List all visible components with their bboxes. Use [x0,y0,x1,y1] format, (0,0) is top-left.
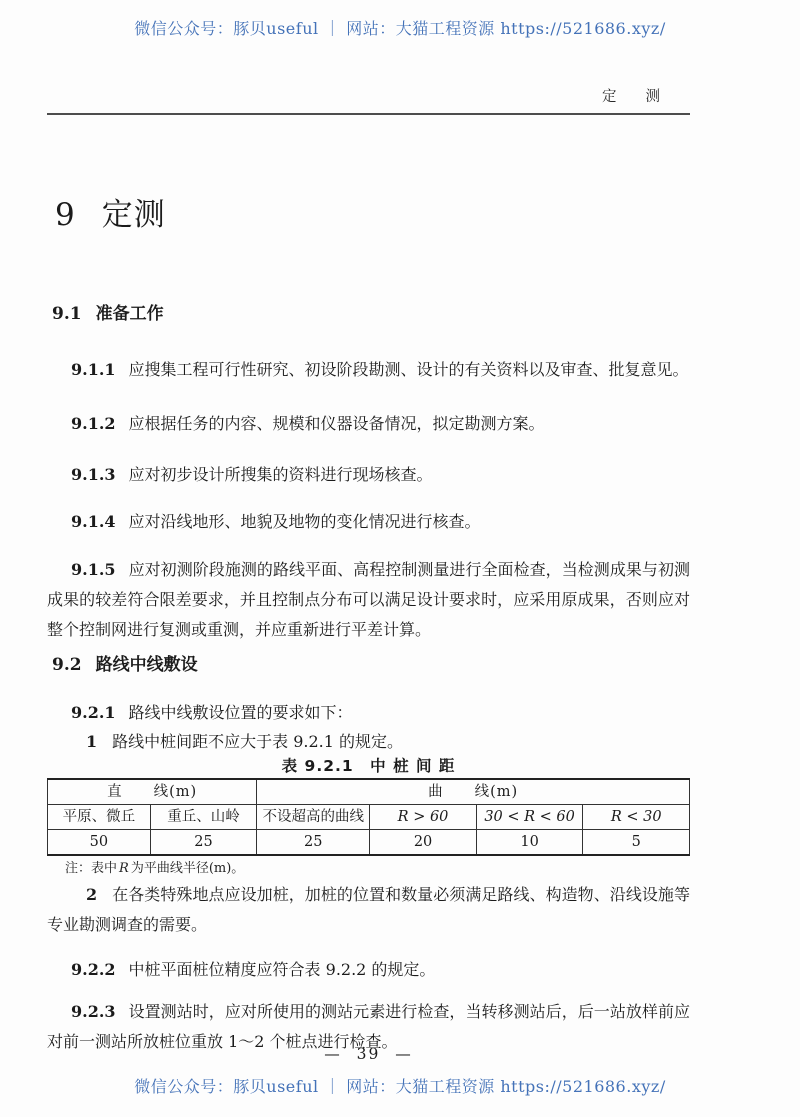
clause-9-1-1 [47,355,690,385]
bottom-watermark: 微信公众号：豚贝useful ｜ 网站：大猫工程资源 https://521686.xyz/ [134,1077,666,1096]
table-col-header: R > 60 [370,805,477,830]
table-col-header: 重丘、山岭 [150,805,257,830]
table-note [47,860,690,878]
clause-9-1-4 [47,507,690,537]
section-title: 路线中线敷设 [95,655,198,675]
clause-text: 路线中线敷设位置的要求如下： [128,703,353,722]
chapter-number: 9 [55,197,76,233]
table-cell: 25 [150,830,257,856]
table-col-header: 平原、微丘 [48,805,151,830]
clause-text: 应根据任务的内容、规模和仪器设备情况，拟定勘测方案。 [128,414,545,433]
clause-text: 应对初步设计所搜集的资料进行现场核查。 [128,465,433,484]
table-cell: 20 [370,830,477,856]
table-column-header-row [48,805,690,830]
list-item-text: 路线中桩间距不应大于表 9.2.1 的规定。 [112,732,404,751]
clause-number: 9.1.3 [71,465,116,484]
clause-9-1-5 [47,555,690,645]
section-title: 准备工作 [95,304,164,324]
clause-number: 9.1.1 [71,360,116,379]
table-9-2-1 [47,778,690,856]
clause-9-2-1 [47,698,690,728]
clause-text: 应对初测阶段施测的路线平面、高程控制测量进行全面检查，当检测成果与初测成果的较差符合限差要求，并且控制点分布可以满足设计要求时，应采用原成果，否则应对整个控制网进行复测或重测，并应重新进行平差计算。 [47,560,690,639]
table-value-row [48,830,690,856]
top-watermark: 微信公众号：豚贝useful ｜ 网站：大猫工程资源 https://521686.xyz/ [134,19,666,38]
clause-text: 应搜集工程可行性研究、初设阶段勘测、设计的有关资料以及审查、批复意见。 [128,360,689,379]
table-cell: 25 [257,830,370,856]
list-item-number: 1 [86,732,98,751]
page-content [47,0,690,1057]
clause-text: 设置测站时，应对所使用的测站元素进行检查，当转移测站后，后一站放样前应对前一测站所放桩位重放 1～2 个桩点进行检查。 [47,1002,690,1051]
page-number: — 39 — [324,1045,413,1063]
section-heading-9-2 [52,654,690,676]
clause-9-1-2 [47,409,690,439]
clause-9-2-2 [47,955,690,985]
table-caption: 表 9.2.1 中 桩 间 距 [281,757,456,775]
table-col-header: R < 30 [583,805,690,830]
clause-number: 9.2.1 [71,703,116,722]
clause-number: 9.1.2 [71,414,116,433]
table-group-header-row [48,779,690,805]
list-item-1 [47,728,690,756]
table-cell: 5 [583,830,690,856]
clause-text: 应对沿线地形、地貌及地物的变化情况进行核查。 [128,512,481,531]
table-note-suffix: 为平曲线半径(m)。 [130,861,245,876]
section-number: 9.1 [52,304,82,324]
table-note-prefix: 注：表中 [65,861,118,876]
running-header [47,88,690,115]
table-group-header-curve: 曲 线(m) [257,779,690,805]
clause-number: 9.2.3 [71,1002,116,1021]
list-item-2 [47,880,690,940]
table-col-header: 30 < R < 60 [476,805,583,830]
table-cell: 50 [48,830,151,856]
list-item-number: 2 [86,885,98,904]
table-note-symbol: R [119,861,129,876]
table-group-header-straight: 直 线(m) [48,779,257,805]
clause-number: 9.1.5 [71,560,116,579]
table-col-header: 不设超高的曲线 [257,805,370,830]
table-cell: 10 [476,830,583,856]
clause-9-1-3 [47,460,690,490]
list-item-text: 在各类特殊地点应设加桩，加桩的位置和数量必须满足路线、构造物、沿线设施等专业勘测调查的需要。 [47,885,690,934]
chapter-title-text: 定测 [101,197,166,233]
chapter-title [55,195,690,235]
clause-text: 中桩平面桩位精度应符合表 9.2.2 的规定。 [128,960,436,979]
section-heading-9-1 [52,303,690,325]
running-header-title: 定 测 [602,89,660,105]
clause-number: 9.1.4 [71,512,116,531]
clause-number: 9.2.2 [71,960,116,979]
section-number: 9.2 [52,655,82,675]
